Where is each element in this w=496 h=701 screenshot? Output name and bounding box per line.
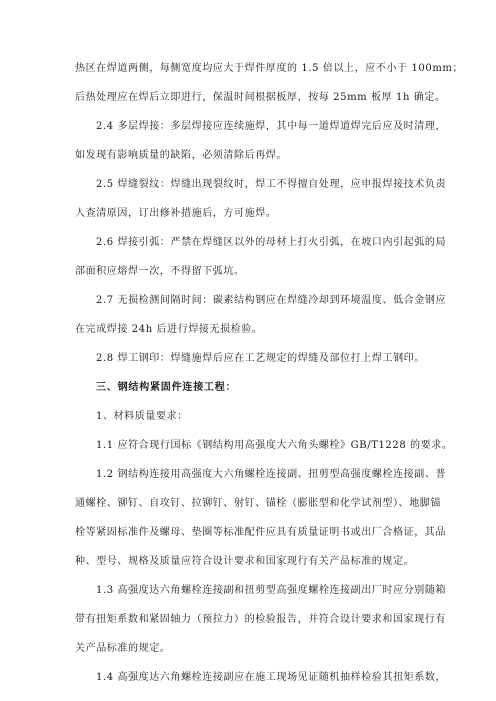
paragraph-line: 2.5 焊缝裂纹：焊缝出现裂纹时，焊工不得擅自处理，应申报焊接技术负责 (96, 179, 447, 190)
paragraph-line: 2.7 无损检测间隔时间：碳素结构钢应在焊缝冷却到环境温度、低合金钢应 (96, 295, 447, 306)
paragraph-line: 2.4 多层焊接：多层焊接应连续施焊，其中每一道焊道焊完后应及时清理， (96, 121, 447, 132)
paragraph-line: 关产品标准的规定。 (75, 643, 171, 654)
paragraph-line: 2.6 焊接引弧：严禁在焊缝区以外的母材上打火引弧，在坡口内引起弧的局 (96, 237, 447, 248)
subsection-heading: 1、材料质量要求： (96, 411, 188, 422)
paragraph-line: 热区在焊道两侧，每侧宽度均应大于焊件厚度的 1.5 倍以上，应不小于 100mm； (75, 63, 464, 74)
section-heading: 三、钢结构紧固件连接工程： (96, 382, 237, 393)
paragraph-line: 如发现有影响质量的缺陷，必须清除后再焊。 (75, 150, 287, 161)
paragraph-line: 部面积应熔焊一次，不得留下弧坑。 (75, 266, 245, 277)
paragraph-line: 1.3 高强度达六角螺栓连接副和扭剪型高强度螺栓连接副出厂时应分别随箱 (96, 585, 447, 596)
paragraph-line: 种、型号、规格及质量应符合设计要求和国家现行有关产品标准的规定。 (75, 556, 415, 567)
paragraph-line: 带有扭矩系数和紧固轴力（预拉力）的检验报告，并符合设计要求和国家现行有 (75, 614, 446, 625)
paragraph-line: 后热处理应在焊后立即进行，保温时间根据板厚，按每 25mm 板厚 1h 确定。 (75, 92, 446, 103)
paragraph-line: 1.2 钢结构连接用高强度大六角螺栓连接副、扭剪型高强度螺栓连接副、普 (96, 469, 447, 480)
paragraph-line: 1.4 高强度达六角螺栓连接副应在施工现场见证随机抽样检验其扭矩系数， (96, 672, 447, 683)
paragraph-line: 1.1 应符合现行国标《钢结构用高强度大六角头螺栓》GB/T1228 的要求。 (96, 440, 453, 451)
paragraph-line: 人查清原因，订出修补措施后，方可施焊。 (75, 208, 277, 219)
paragraph-line: 在完成焊接 24h 后进行焊接无损检验。 (75, 324, 263, 335)
paragraph-line: 2.8 焊工钢印：焊缝施焊后应在工艺规定的焊缝及部位打上焊工钢印。 (96, 353, 425, 364)
paragraph-line: 栓等紧固标准件及螺母、垫圈等标准配件应具有质量证明书或出厂合格证，其品 (75, 527, 446, 538)
paragraph-line: 通螺栓、铆钉、自攻钉、拉铆钉、射钉、锚栓（膨胀型和化学试剂型）、地脚锚 (75, 498, 441, 509)
